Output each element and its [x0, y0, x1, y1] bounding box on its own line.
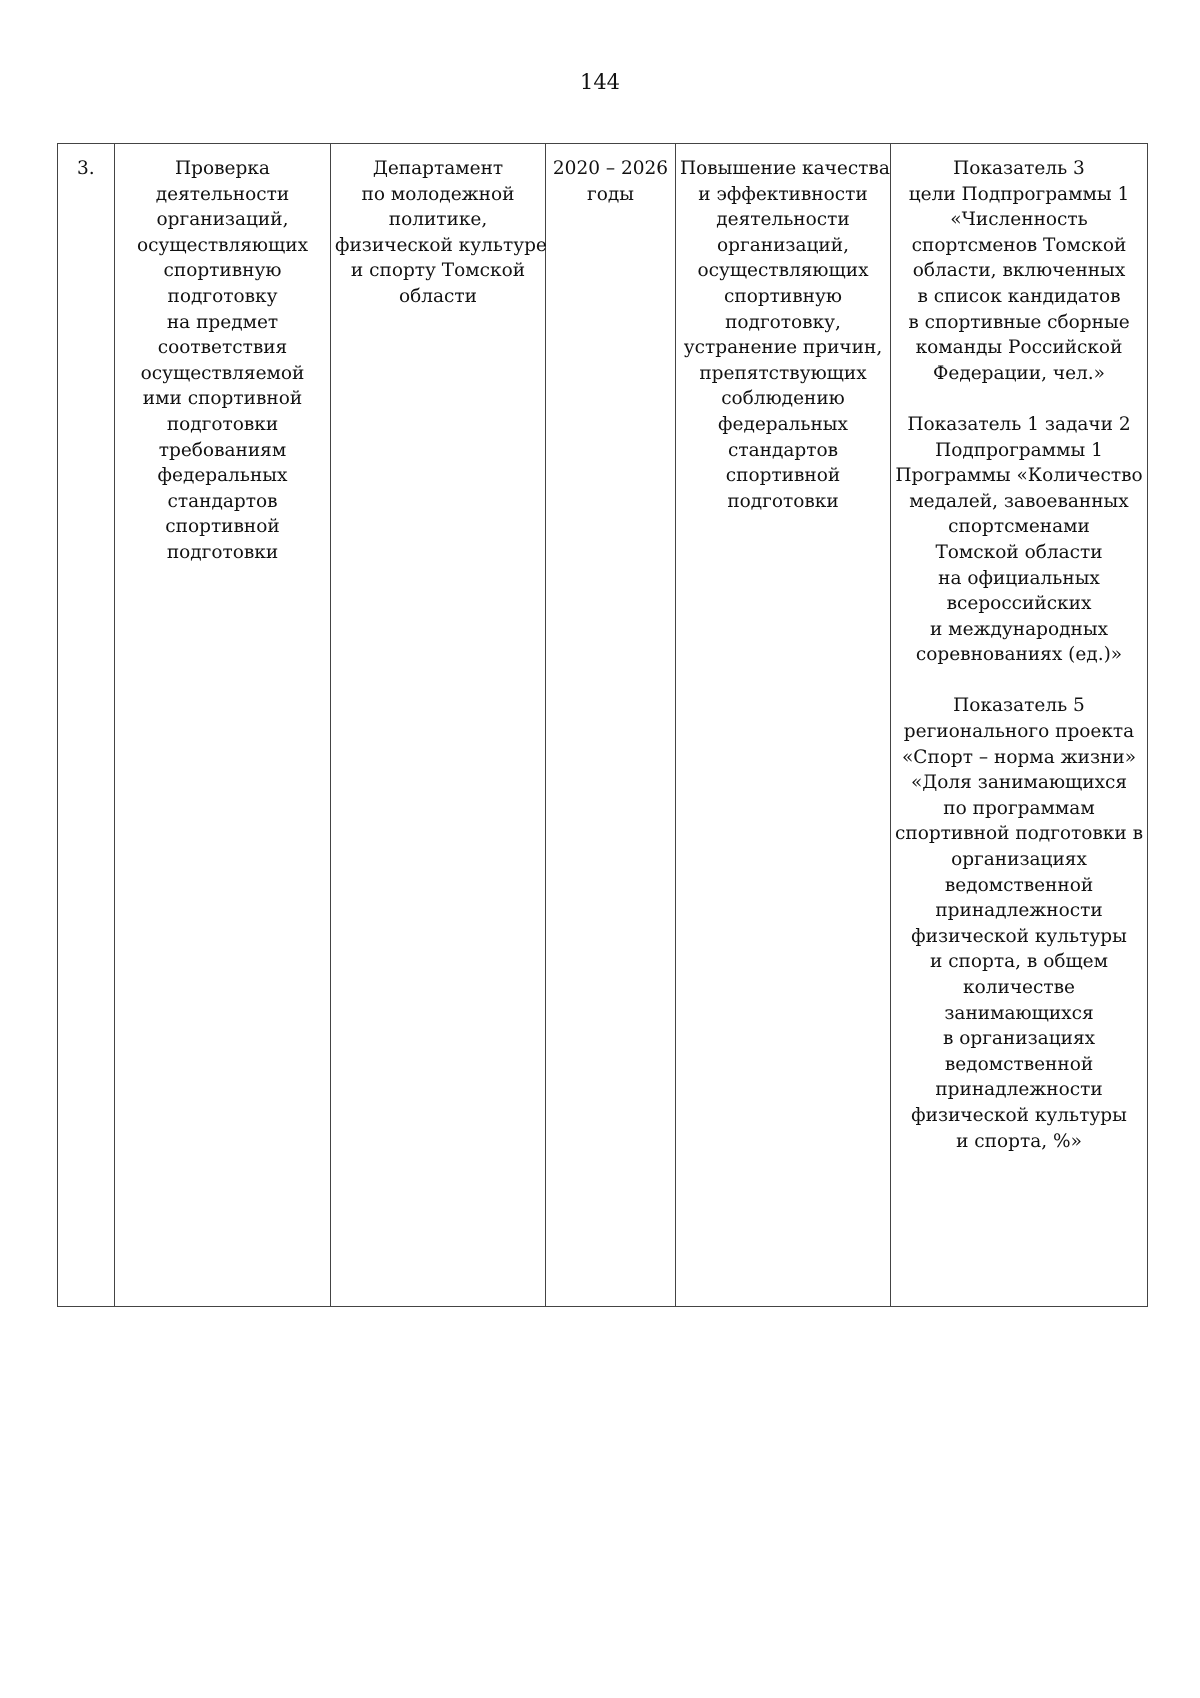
text-line: стандартов	[167, 490, 278, 512]
text-line: спортсменами	[948, 516, 1090, 538]
text-line: осуществляемой	[140, 362, 305, 384]
period-text	[550, 156, 671, 207]
text-line: устранение причин,	[683, 337, 883, 359]
text-line: соблюдению	[721, 388, 845, 410]
text-line: всероссийских	[946, 593, 1092, 615]
text-line: Подпрограммы 1	[935, 439, 1103, 461]
text-line: Показатель 1 задачи 2	[907, 413, 1131, 435]
executor-text	[335, 156, 547, 310]
text-line: в спортивные сборные	[908, 311, 1130, 333]
text-line: Томской области	[935, 541, 1103, 563]
text-line: Департамент	[372, 158, 504, 179]
text-line: препятствующих	[699, 362, 867, 384]
text-line: занимающихся	[944, 1002, 1094, 1024]
text-line: количестве	[963, 977, 1075, 998]
text-line: физической культуры	[911, 1104, 1127, 1126]
text-line: организациях	[951, 849, 1087, 871]
text-line: принадлежности	[935, 900, 1103, 922]
text-line: спортивной	[725, 465, 841, 487]
executor-cell	[331, 144, 546, 1307]
indicator-paragraph	[895, 693, 1143, 1154]
result-cell	[676, 144, 891, 1307]
period-cell	[546, 144, 676, 1307]
table-row	[58, 144, 1148, 1307]
text-line: команды Российской	[915, 337, 1123, 359]
text-line: Программы «Количество	[895, 465, 1143, 487]
result-text	[680, 156, 890, 514]
text-line: регионального проекта	[903, 721, 1135, 743]
text-line: осуществляющих	[697, 260, 869, 282]
text-line: по программам	[943, 797, 1095, 819]
row-number-cell	[58, 144, 115, 1307]
text-line: и эффективности	[698, 183, 868, 205]
indicator-paragraph	[895, 412, 1143, 668]
text-line: области, включенных	[912, 260, 1126, 282]
text-line: принадлежности	[935, 1079, 1103, 1101]
page-number: 144	[579, 70, 621, 94]
text-line: федеральных	[718, 413, 848, 435]
text-line: и спорта, в общем	[929, 951, 1109, 973]
text-line: подготовку,	[725, 311, 841, 333]
text-line: ведомственной	[944, 874, 1094, 896]
text-line: в список кандидатов	[917, 285, 1121, 307]
text-line: политике,	[388, 209, 488, 231]
text-line: соревнованиях (ед.)»	[915, 644, 1123, 666]
text-line: организаций,	[156, 209, 289, 231]
text-line: Показатель 3	[953, 158, 1085, 179]
text-line: стандартов	[727, 439, 838, 461]
text-line: на официальных	[938, 567, 1100, 589]
text-line: в организациях	[942, 1028, 1096, 1050]
text-line: физической культуры	[911, 925, 1127, 947]
indicator-paragraph	[895, 156, 1143, 386]
text-line: и спорта, %»	[956, 1130, 1082, 1152]
text-line: и международных	[929, 618, 1109, 640]
text-line: годы	[587, 183, 634, 205]
text-line: деятельности	[155, 183, 290, 205]
measures-table	[57, 143, 1148, 1307]
text-line: подготовку	[167, 285, 278, 307]
text-line: ведомственной	[944, 1053, 1094, 1075]
text-line: организаций,	[717, 234, 849, 256]
text-line: «Численность	[950, 209, 1088, 231]
text-line: спортивную	[724, 285, 842, 307]
text-line: спортивной подготовки в	[895, 823, 1143, 845]
text-line: 2020 – 2026	[552, 158, 669, 179]
text-line: Федерации, чел.»	[933, 362, 1105, 384]
indicators-cell	[891, 144, 1148, 1307]
text-line: «Спорт – норма жизни»	[901, 746, 1137, 768]
text-line: подготовки	[727, 490, 839, 512]
text-line: Показатель 5	[953, 695, 1085, 717]
text-line: требованиям	[158, 439, 287, 461]
action-cell	[115, 144, 331, 1307]
text-line: осуществляющих	[136, 234, 309, 256]
text-line: спортсменов Томской	[911, 234, 1127, 256]
text-line: по молодежной	[361, 183, 515, 205]
text-line: соответствия	[157, 337, 288, 359]
text-line: Проверка	[175, 158, 270, 179]
text-line: «Доля занимающихся	[910, 772, 1128, 794]
text-line: цели Подпрограммы 1	[908, 183, 1130, 205]
text-line: спортивную	[163, 260, 282, 282]
text-line: ими спортивной	[142, 388, 303, 410]
text-line: подготовки	[166, 413, 279, 435]
text-line: деятельности	[716, 209, 850, 231]
text-line: федеральных	[157, 465, 288, 487]
text-line: на предмет	[166, 311, 279, 333]
text-line: спортивной	[165, 516, 280, 538]
row-number: 3.	[77, 158, 95, 179]
text-line: и спорту Томской	[350, 260, 526, 282]
action-text	[119, 156, 326, 566]
text-line: физической культуре	[335, 234, 547, 256]
text-line: области	[399, 285, 477, 307]
text-line: медалей, завоеванных	[909, 490, 1129, 512]
text-line: Повышение качества	[680, 158, 890, 179]
text-line: подготовки	[166, 541, 279, 563]
